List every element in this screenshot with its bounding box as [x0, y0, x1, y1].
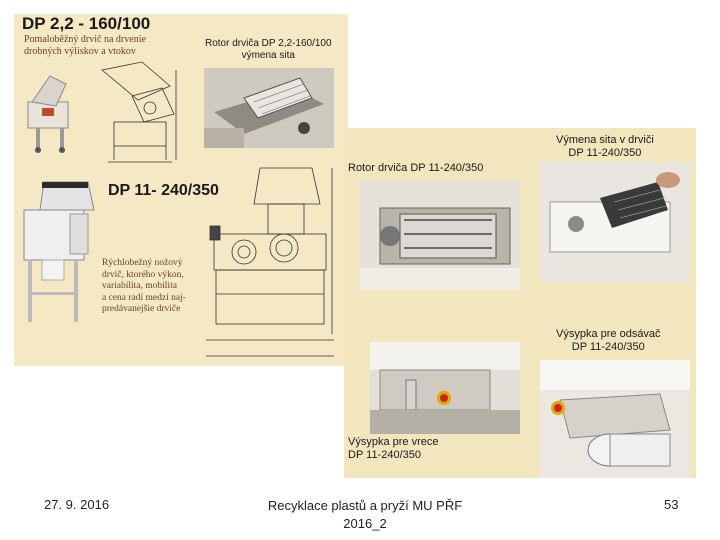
dp22-title: DP 2,2 - 160/100	[22, 14, 151, 33]
dp22-rotor-caption: Rotor drviča DP 2,2-160/100 výmena sita	[205, 38, 332, 61]
dp11-sieve-photo	[540, 162, 690, 282]
dp11-technical-drawing	[200, 164, 340, 364]
dp22-description: Pomaloběžný drvič na drvenie drobných výliskov a vtokov	[24, 34, 146, 57]
dp22-machine-photo	[20, 62, 82, 154]
dp11-rotor-photo	[360, 180, 520, 290]
dp11-outlet-bag-caption: Výsypka pre vrece DP 11-240/350	[348, 436, 439, 461]
footer-date: 27. 9. 2016	[44, 497, 110, 512]
dp11-outlet-suction-caption: Výsypka pre odsávač DP 11-240/350	[556, 328, 661, 353]
dp11-machine-photo	[20, 180, 100, 330]
dp22-rotor-photo	[204, 68, 334, 148]
dp11-suction-outlet-photo	[540, 360, 690, 478]
dp11-title: DP 11- 240/350	[108, 182, 219, 199]
dp11-description: Rýchlobežný nožový drvič, ktorého výkon, variabilita, mobilita a cena radí medzi naj- predávanejšie drviče	[102, 258, 186, 314]
dp22-technical-drawing	[92, 60, 192, 168]
footer-course-title: Recyklace plastů a pryží MU PŘF 2016_2	[267, 498, 463, 531]
dp11-rotor-caption: Rotor drviča DP 11-240/350	[348, 162, 484, 174]
dp11-sieve-caption: Výmena sita v drviči DP 11-240/350	[556, 134, 654, 159]
footer-page-number: 53	[664, 497, 679, 512]
dp11-bag-outlet-photo	[370, 342, 520, 434]
